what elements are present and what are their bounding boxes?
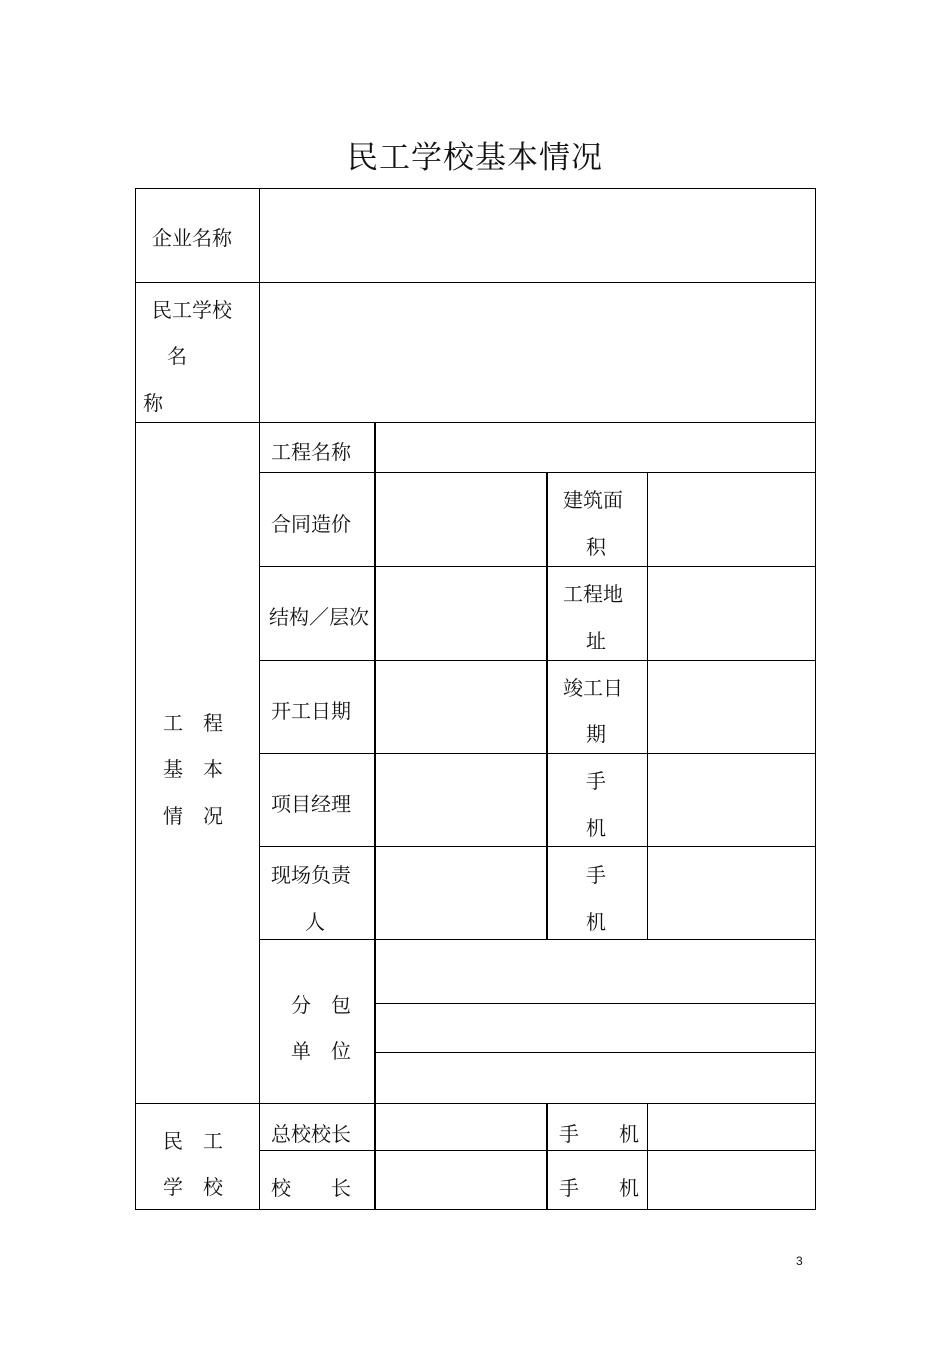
start-date-label: 开工日期 — [271, 699, 351, 723]
manager-phone-label-line1: 手 — [586, 769, 606, 793]
school-group-label-line2: 学 校 — [163, 1175, 223, 1199]
manager-phone-field[interactable] — [648, 754, 815, 846]
column-divider — [546, 1103, 548, 1210]
school-group-label-line1: 民 工 — [163, 1129, 223, 1153]
site-lead-label-line1: 现场负责 — [271, 863, 351, 887]
structure-label: 结构／层次 — [269, 605, 369, 629]
head-field[interactable] — [376, 1151, 546, 1209]
manager-field[interactable] — [376, 754, 546, 846]
project-address-label-line1: 工程地 — [563, 582, 623, 606]
table-border-bottom — [135, 1209, 816, 1210]
start-date-field[interactable] — [376, 661, 546, 753]
project-group-label-line1: 工 程 — [163, 711, 223, 735]
building-area-label-line2: 积 — [586, 535, 606, 559]
subcontractor-field-3[interactable] — [376, 1053, 815, 1103]
principal-phone-label: 手 机 — [559, 1122, 639, 1146]
manager-phone-label-line2: 机 — [586, 816, 606, 840]
head-phone-field[interactable] — [648, 1151, 815, 1209]
info-form-table — [135, 188, 816, 1210]
subcontractor-field-2[interactable] — [376, 1004, 815, 1052]
table-border-left — [135, 188, 136, 1210]
head-label: 校 长 — [271, 1176, 351, 1200]
site-lead-phone-label-line2: 机 — [586, 910, 606, 934]
project-group-label-line2: 基 本 — [163, 757, 223, 781]
principal-phone-field[interactable] — [648, 1104, 815, 1150]
project-name-field[interactable] — [376, 423, 815, 472]
building-area-label-line1: 建筑面 — [563, 488, 623, 512]
principal-label: 总校校长 — [271, 1122, 351, 1146]
building-area-field[interactable] — [648, 473, 815, 566]
project-address-label-line2: 址 — [586, 629, 606, 653]
project-name-label: 工程名称 — [271, 440, 351, 464]
contract-price-field[interactable] — [376, 473, 546, 566]
company-name-label: 企业名称 — [152, 226, 232, 250]
site-lead-field[interactable] — [376, 847, 546, 939]
table-border-right — [815, 188, 816, 1210]
site-lead-phone-field[interactable] — [648, 847, 815, 939]
school-name-field[interactable] — [260, 283, 815, 422]
subcontractor-label-line2: 单 位 — [291, 1039, 351, 1063]
project-group-label-line3: 情 况 — [163, 804, 223, 828]
subcontractor-field-1[interactable] — [376, 940, 815, 1003]
completion-date-label-line2: 期 — [586, 722, 606, 746]
school-name-label-line1: 民工学校 — [152, 298, 232, 322]
contract-price-label: 合同造价 — [271, 512, 351, 536]
document-title: 民工学校基本情况 — [347, 140, 603, 176]
completion-date-label-line1: 竣工日 — [563, 676, 623, 700]
project-address-field[interactable] — [648, 567, 815, 660]
site-lead-phone-label-line1: 手 — [586, 863, 606, 887]
completion-date-field[interactable] — [648, 661, 815, 753]
principal-field[interactable] — [376, 1104, 546, 1150]
page-number: 3 — [796, 1254, 803, 1268]
subcontractor-label-line1: 分 包 — [291, 993, 351, 1017]
company-name-field[interactable] — [260, 189, 815, 282]
school-name-label-line2: 名 — [167, 344, 187, 368]
site-lead-label-line2: 人 — [305, 910, 325, 934]
column-divider — [546, 472, 548, 940]
head-phone-label: 手 机 — [559, 1176, 639, 1200]
manager-label: 项目经理 — [271, 792, 351, 816]
school-name-label-line3: 称 — [143, 391, 163, 415]
structure-field[interactable] — [376, 567, 546, 660]
